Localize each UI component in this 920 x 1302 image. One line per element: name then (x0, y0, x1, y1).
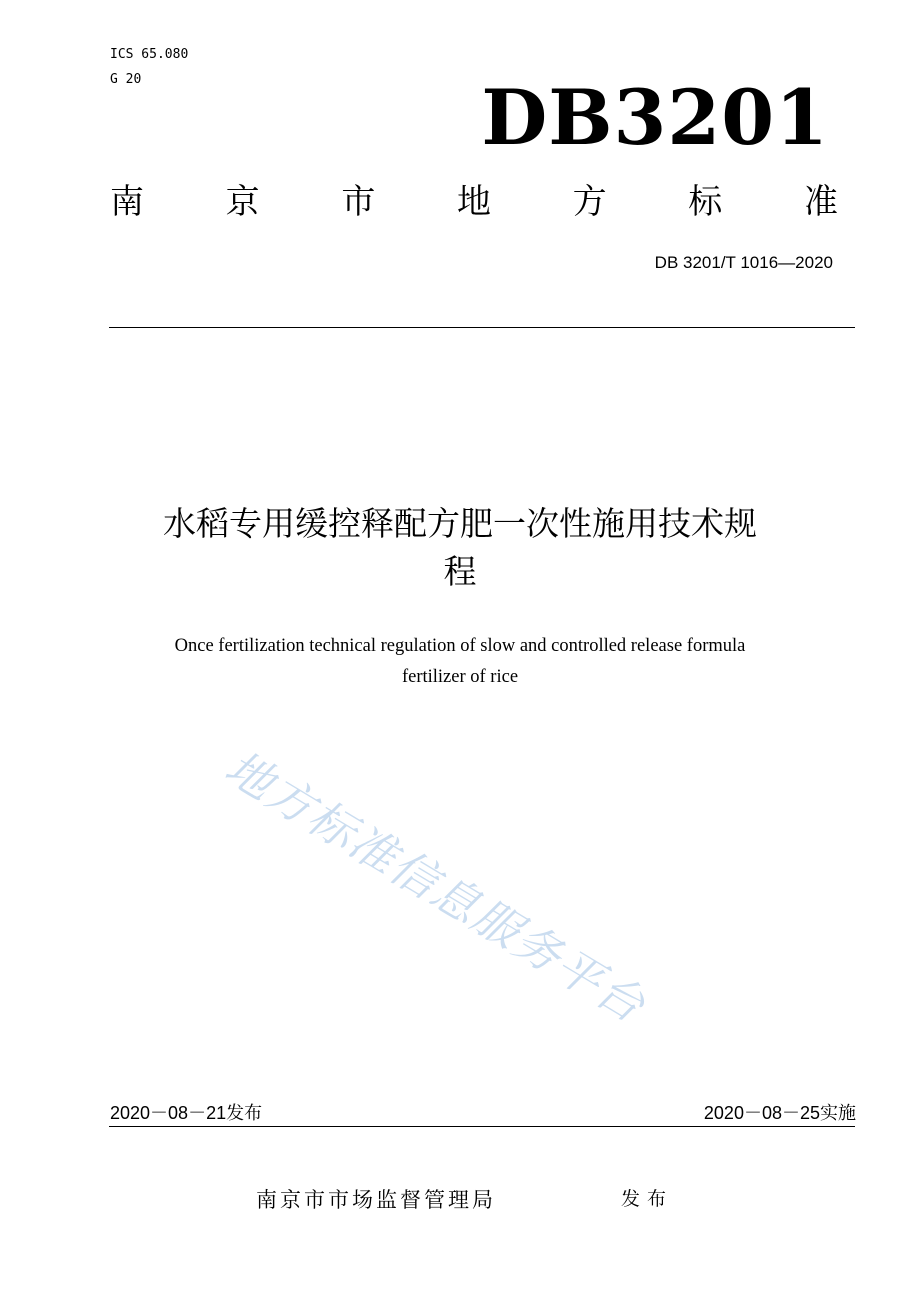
title-english-line: Once fertilization technical regulation of slow and controlled release formula (174, 636, 746, 656)
ics-code: ICS 65.080 (110, 47, 189, 62)
issue-date (110, 1100, 262, 1127)
title-english (60, 631, 860, 693)
title-english-line: fertilizer of rice (401, 667, 519, 687)
standard-type-heading (110, 180, 838, 224)
standard-type-char: 准 (803, 182, 838, 222)
implementation-date-value: 2020－08－25 (703, 1103, 820, 1123)
standard-number: DB 3201/T 1016—2020 (654, 253, 833, 272)
header-divider (109, 327, 855, 328)
standard-type-char: 方 (572, 182, 607, 222)
standard-type-char: 市 (341, 182, 376, 222)
standard-type-char: 南 (110, 182, 144, 222)
standard-code-logo: DB3201 (481, 73, 829, 162)
clc-code: G 20 (110, 72, 142, 87)
title-chinese-line: 程 (443, 552, 477, 591)
implementation-date (704, 1100, 856, 1127)
title-chinese-line: 水稻专用缓控释配方肥一次性施用技术规 (163, 504, 757, 543)
title-chinese (60, 500, 860, 596)
implementation-date-label: 实施 (820, 1103, 856, 1124)
issue-date-value: 2020－08－21 (110, 1103, 227, 1123)
watermark: 地方标准信息服务平台 (216, 739, 656, 1034)
publish-label: 发布 (621, 1188, 674, 1210)
standard-type-char: 标 (688, 182, 723, 222)
standard-type-char: 京 (225, 182, 260, 222)
publisher-name: 南京市市场监督管理局 (256, 1188, 496, 1212)
footer-divider (109, 1126, 855, 1127)
standard-type-char: 地 (456, 182, 491, 222)
issue-date-label: 发布 (226, 1103, 263, 1124)
